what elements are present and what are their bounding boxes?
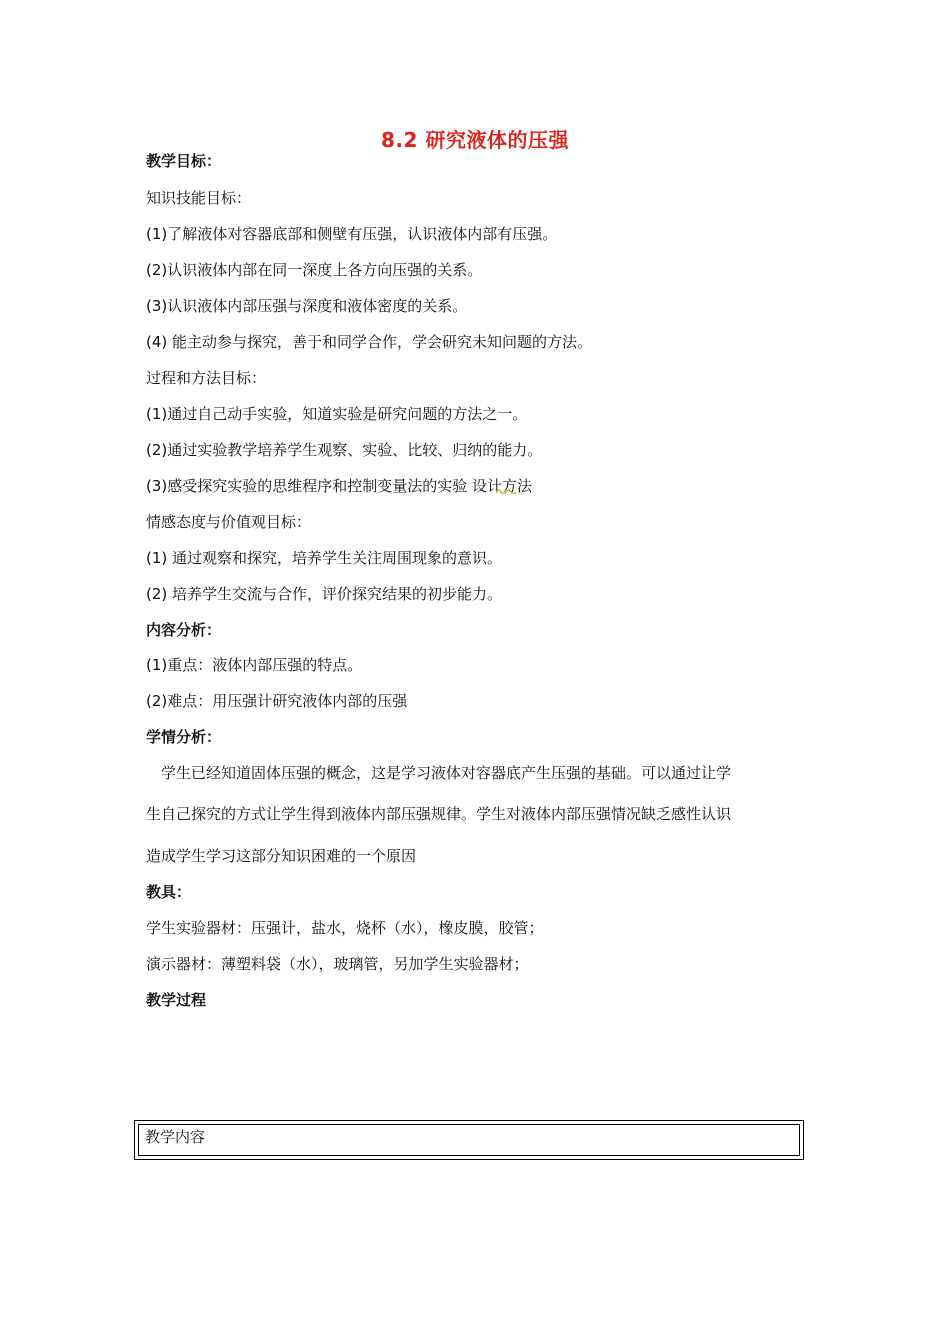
spellcheck-squiggle (496, 486, 516, 494)
attitude-heading: 情感态度与价值观目标： (146, 513, 312, 531)
table-header-cell: 教学内容 (145, 1128, 206, 1146)
process-item: (3)感受探究实验的思维程序和控制变量法的实验 设计方法 (146, 477, 533, 495)
knowledge-item: (4) 能主动参与探究，善于和同学合作，学会研究未知问题的方法。 (146, 333, 593, 351)
tools-item: 学生实验器材：压强计，盐水，烧杯（水），橡皮膜，胶管； (146, 919, 544, 937)
knowledge-item: (3)认识液体内部压强与深度和液体密度的关系。 (146, 297, 468, 315)
process-item: (1)通过自己动手实验，知道实验是研究问题的方法之一。 (146, 405, 528, 423)
attitude-item: (2) 培养学生交流与合作，评价探究结果的初步能力。 (146, 585, 503, 603)
learner-heading: 学情分析： (146, 728, 222, 746)
content-item: (1)重点：液体内部压强的特点。 (146, 656, 363, 674)
attitude-item: (1) 通过观察和探究，培养学生关注周围现象的意识。 (146, 549, 503, 567)
tools-heading: 教具： (146, 883, 192, 901)
objectives-heading: 教学目标： (146, 152, 222, 170)
knowledge-item: (1)了解液体对容器底部和侧壁有压强，认识液体内部有压强。 (146, 225, 558, 243)
tools-item: 演示器材：薄塑料袋（水），玻璃管，另加学生实验器材； (146, 955, 529, 973)
knowledge-item: (2)认识液体内部在同一深度上各方向压强的关系。 (146, 261, 483, 279)
learner-paragraph-line: 生自己探究的方式让学生得到液体内部压强规律。学生对液体内部压强情况缺乏感性认识 (146, 805, 732, 823)
knowledge-heading: 知识技能目标： (146, 189, 252, 207)
content-heading: 内容分析： (146, 621, 222, 639)
teaching-content-table (134, 1120, 804, 1160)
learner-paragraph-line: 学生已经知道固体压强的概念，这是学习液体对容器底产生压强的基础。可以通过让学 (146, 764, 732, 782)
process-heading: 过程和方法目标： (146, 369, 267, 387)
table-inner-border (138, 1124, 800, 1156)
learner-paragraph-line: 造成学生学习这部分知识困难的一个原因 (146, 847, 417, 865)
content-item: (2)难点：用压强计研究液体内部的压强 (146, 692, 408, 710)
process-item: (2)通过实验教学培养学生观察、实验、比较、归纳的能力。 (146, 441, 543, 459)
document-title: 8.2 研究液体的压强 (381, 128, 569, 152)
teaching-process-heading: 教学过程 (146, 991, 207, 1009)
